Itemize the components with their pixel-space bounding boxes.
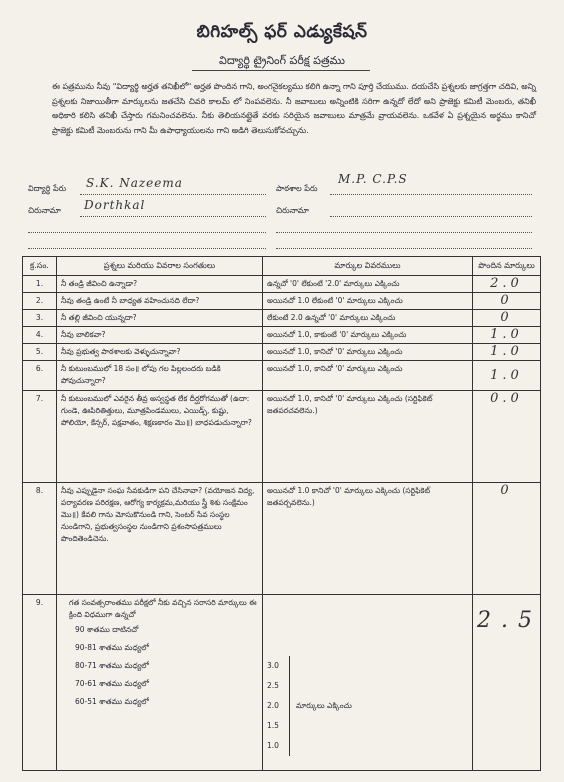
criteria-item: 80-71 శాతము మధ్యలో <box>75 661 149 670</box>
school-name-line <box>330 194 532 195</box>
student-name-label: విద్యార్థి పేరు <box>28 184 67 193</box>
table-row <box>23 276 541 293</box>
criteria-item: 70-61 శాతము మధ్యలో <box>75 679 149 688</box>
header-marks-desc: మార్కుల వివరములు <box>263 257 473 276</box>
row-sno: 5. <box>23 344 57 361</box>
row-sno: 7. <box>23 391 57 483</box>
grade-point: 3.0 <box>267 661 279 670</box>
address-line <box>330 216 532 217</box>
row-question: నీ కుటుంబములో 18 సం॥ లోపు గల పిల్లలందరు బడికి పోవుచున్నారా? <box>57 361 263 391</box>
row-desc: అయినచో 1.0, కానిచో '0' మార్కులు ఎక్కించు (సర్టిఫికెట్ జతపరచవలెను.) <box>263 391 473 483</box>
header-marks: పొందిన మార్కులు <box>473 257 541 276</box>
subtitle-underline <box>192 70 370 71</box>
row-sno: 9. <box>23 595 57 771</box>
row-desc: అయినచో 1.0, కానిచో '0' మార్కులు ఎక్కించు <box>263 361 473 391</box>
row-question: నీవు బాలికవా? <box>57 327 263 344</box>
row-marks[interactable]: 2.5 <box>473 595 541 771</box>
row-question: నీ తల్లి జీవించి యున్నదా? <box>57 310 263 327</box>
row-marks[interactable]: 1.0 <box>473 361 541 391</box>
village-field[interactable]: Dorthkal <box>84 198 146 212</box>
address-line-4 <box>28 248 266 249</box>
row-marks[interactable]: 0 <box>473 293 541 310</box>
header-sno: క్ర.సం. <box>23 257 57 276</box>
criteria-item: 90-81 శాతము మధ్యలో <box>75 643 149 652</box>
grade-point: 2.5 <box>267 681 279 690</box>
criteria-list <box>61 621 258 711</box>
row-desc: లేకుంటే 2.0 ఉన్నచో '0' మార్కులు ఎక్కించు <box>263 310 473 327</box>
student-name-field[interactable]: S.K. Nazeema <box>86 176 183 190</box>
row-question: నీవు తండ్రి ఉంటే నీ బాధ్యత వహించునది లేదా? <box>57 293 263 310</box>
grade-point-list <box>267 656 290 756</box>
row-sno: 1. <box>23 276 57 293</box>
table-row <box>23 595 541 771</box>
student-name-line <box>80 194 266 195</box>
row-sno: 2. <box>23 293 57 310</box>
address-label: చిరునామా <box>276 206 309 215</box>
school-name-label: పాఠశాల పేరు <box>276 184 318 193</box>
row-sno: 8. <box>23 483 57 595</box>
criteria-item: 90 శాతము దాటినచో <box>75 625 139 634</box>
address-line-2 <box>28 232 266 233</box>
row-marks[interactable]: 0 <box>473 483 541 595</box>
row-desc: ఉన్నచో '0' లేకుంటే '2.0' మార్కులు ఎక్కించు <box>263 276 473 293</box>
grade-point: 1.0 <box>267 741 279 750</box>
grade-cell <box>263 595 473 771</box>
row-marks[interactable]: 1.0 <box>473 344 541 361</box>
row-sno: 3. <box>23 310 57 327</box>
table-row <box>23 327 541 344</box>
table-row <box>23 310 541 327</box>
row-question: గత సంవత్సరాంతము పరీక్షలో నీకు వచ్చిన సరాసరి మార్కులు ఈ క్రింది విధముగా ఉన్నచో <box>69 598 257 619</box>
row-desc: అయినచో 1.0, కానిచో '0' మార్కులు ఎక్కించు <box>263 344 473 361</box>
page-subtitle: విద్యార్థి ట్రైనింగ్ పరీక్ష పత్రము <box>219 54 345 67</box>
table-row <box>23 344 541 361</box>
row-question: నీ తండ్రి జీవించి ఉన్నాడా? <box>57 276 263 293</box>
marks-table <box>22 256 541 771</box>
row-sno: 6. <box>23 361 57 391</box>
row-marks[interactable]: 0 <box>473 310 541 327</box>
row-question-cell <box>57 595 263 771</box>
village-label: చిరునామా <box>28 206 61 215</box>
table-row <box>23 391 541 483</box>
address-line-5 <box>276 248 532 249</box>
row-marks[interactable]: 1.0 <box>473 327 541 344</box>
row-desc: అయినచో 1.0 కానిచో '0' మార్కులు ఎక్కించు (సర్టిఫికెట్ జతపర్చవలెను.) <box>263 483 473 595</box>
table-header-row <box>23 257 541 276</box>
table-row <box>23 293 541 310</box>
row-question: నీ కుటుంబములో ఎవరైన తీవ్ర అస్వస్థత లేక దీర్ఘరోగముతో (ఉదా: గుండె, ఊపిరితిత్తులు, మూత్రపిండములు, ఎయిడ్స్, కుష్టు, పోలియో, కేన్సర్, పక్షవాతం, శిక్షణకారం మొ॥) బాధపడుచున్నారా? <box>57 391 263 483</box>
village-line <box>80 216 266 217</box>
header-question: ప్రశ్నలు మరియు వివరాల సంగతులు <box>57 257 263 276</box>
criteria-item: 60-51 శాతము మధ్యలో <box>75 697 149 706</box>
table-row <box>23 483 541 595</box>
row-sno: 4. <box>23 327 57 344</box>
row-question: నీవు ఎప్పుడైనా సంఘ సేవకుడిగా పని చేసినావా? (వయోజన విద్య, పర్యావరణ పరిరక్షణ, ఆరోగ్య కార్యక్రమ,మరియు స్త్రీ శిశు సంక్షేమం మొ॥) కేవలి గాను మోసుకొనుండి గాని, సెంటర్ సేవ సంస్థల నుండిగాని, ప్రభుత్వసంస్థల నుండిగాని ప్రశంసాపత్రములు పొందితెండిచెను. <box>57 483 263 595</box>
row-marks[interactable]: 0.0 <box>473 391 541 483</box>
grade-point: 1.5 <box>267 721 279 730</box>
address-line-3 <box>276 232 532 233</box>
row-marks[interactable]: 2.0 <box>473 276 541 293</box>
instructions-paragraph: ఈ పత్రమును నీవు "విద్యార్థి అర్హత తనిఖీలో" అర్హత పొందిన గాని, అంగనైకల్యము కలిగి ఉన్నా గాని పూర్తి చేయుము. దయచేసి ప్రశ్నలకు జాగ్రత్తగా చదివి, అన్ని ప్రశ్నలకు నిజాయితీగా మార్కులను జతచేసి చివరి కాలమ్ లో నింపవలెను. నీ జవాబులు అన్నింటికి సరిగా ఉన్నదో లేదో అని ప్రాజెక్టు కమిటీ మెంబరు, తనిఖీ అధికారి కలిసి తనిఖీ చేస్తారు గమనించవలెను. నీకు తెలియనట్లైతే వరకు సరియైన జవాబులు మాత్రమే వ్రాయవలెను. ఒకవేళ ఏ ప్రశ్నయైన అర్థము కానిచో ప్రాజెక్టు కమిటీ మెంబరును గాని మీ ఉపాధ్యాయులను గాని అడిగి తెలుసుకోవచ్చును. <box>52 82 536 135</box>
row-question: నీవు ప్రభుత్వ పాఠశాలకు వెళ్ళుచున్నావా? <box>57 344 263 361</box>
row-desc: అయినచో 1.0, కాకుంటే '0' మార్కులు ఎక్కించు <box>263 327 473 344</box>
table-row <box>23 361 541 391</box>
row-desc: అయినచో 1.0 లేకుంటే '0' మార్కులు ఎక్కించు <box>263 293 473 310</box>
grade-label: మార్కులు ఎక్కించు <box>295 701 352 710</box>
page-title: బిగిహల్స్ ఫర్ ఎడ్యుకేషన్ <box>196 22 368 42</box>
grade-points <box>267 656 468 756</box>
grade-point: 2.0 <box>267 701 279 710</box>
school-name-field[interactable]: M.P. C.P.S <box>338 172 408 186</box>
